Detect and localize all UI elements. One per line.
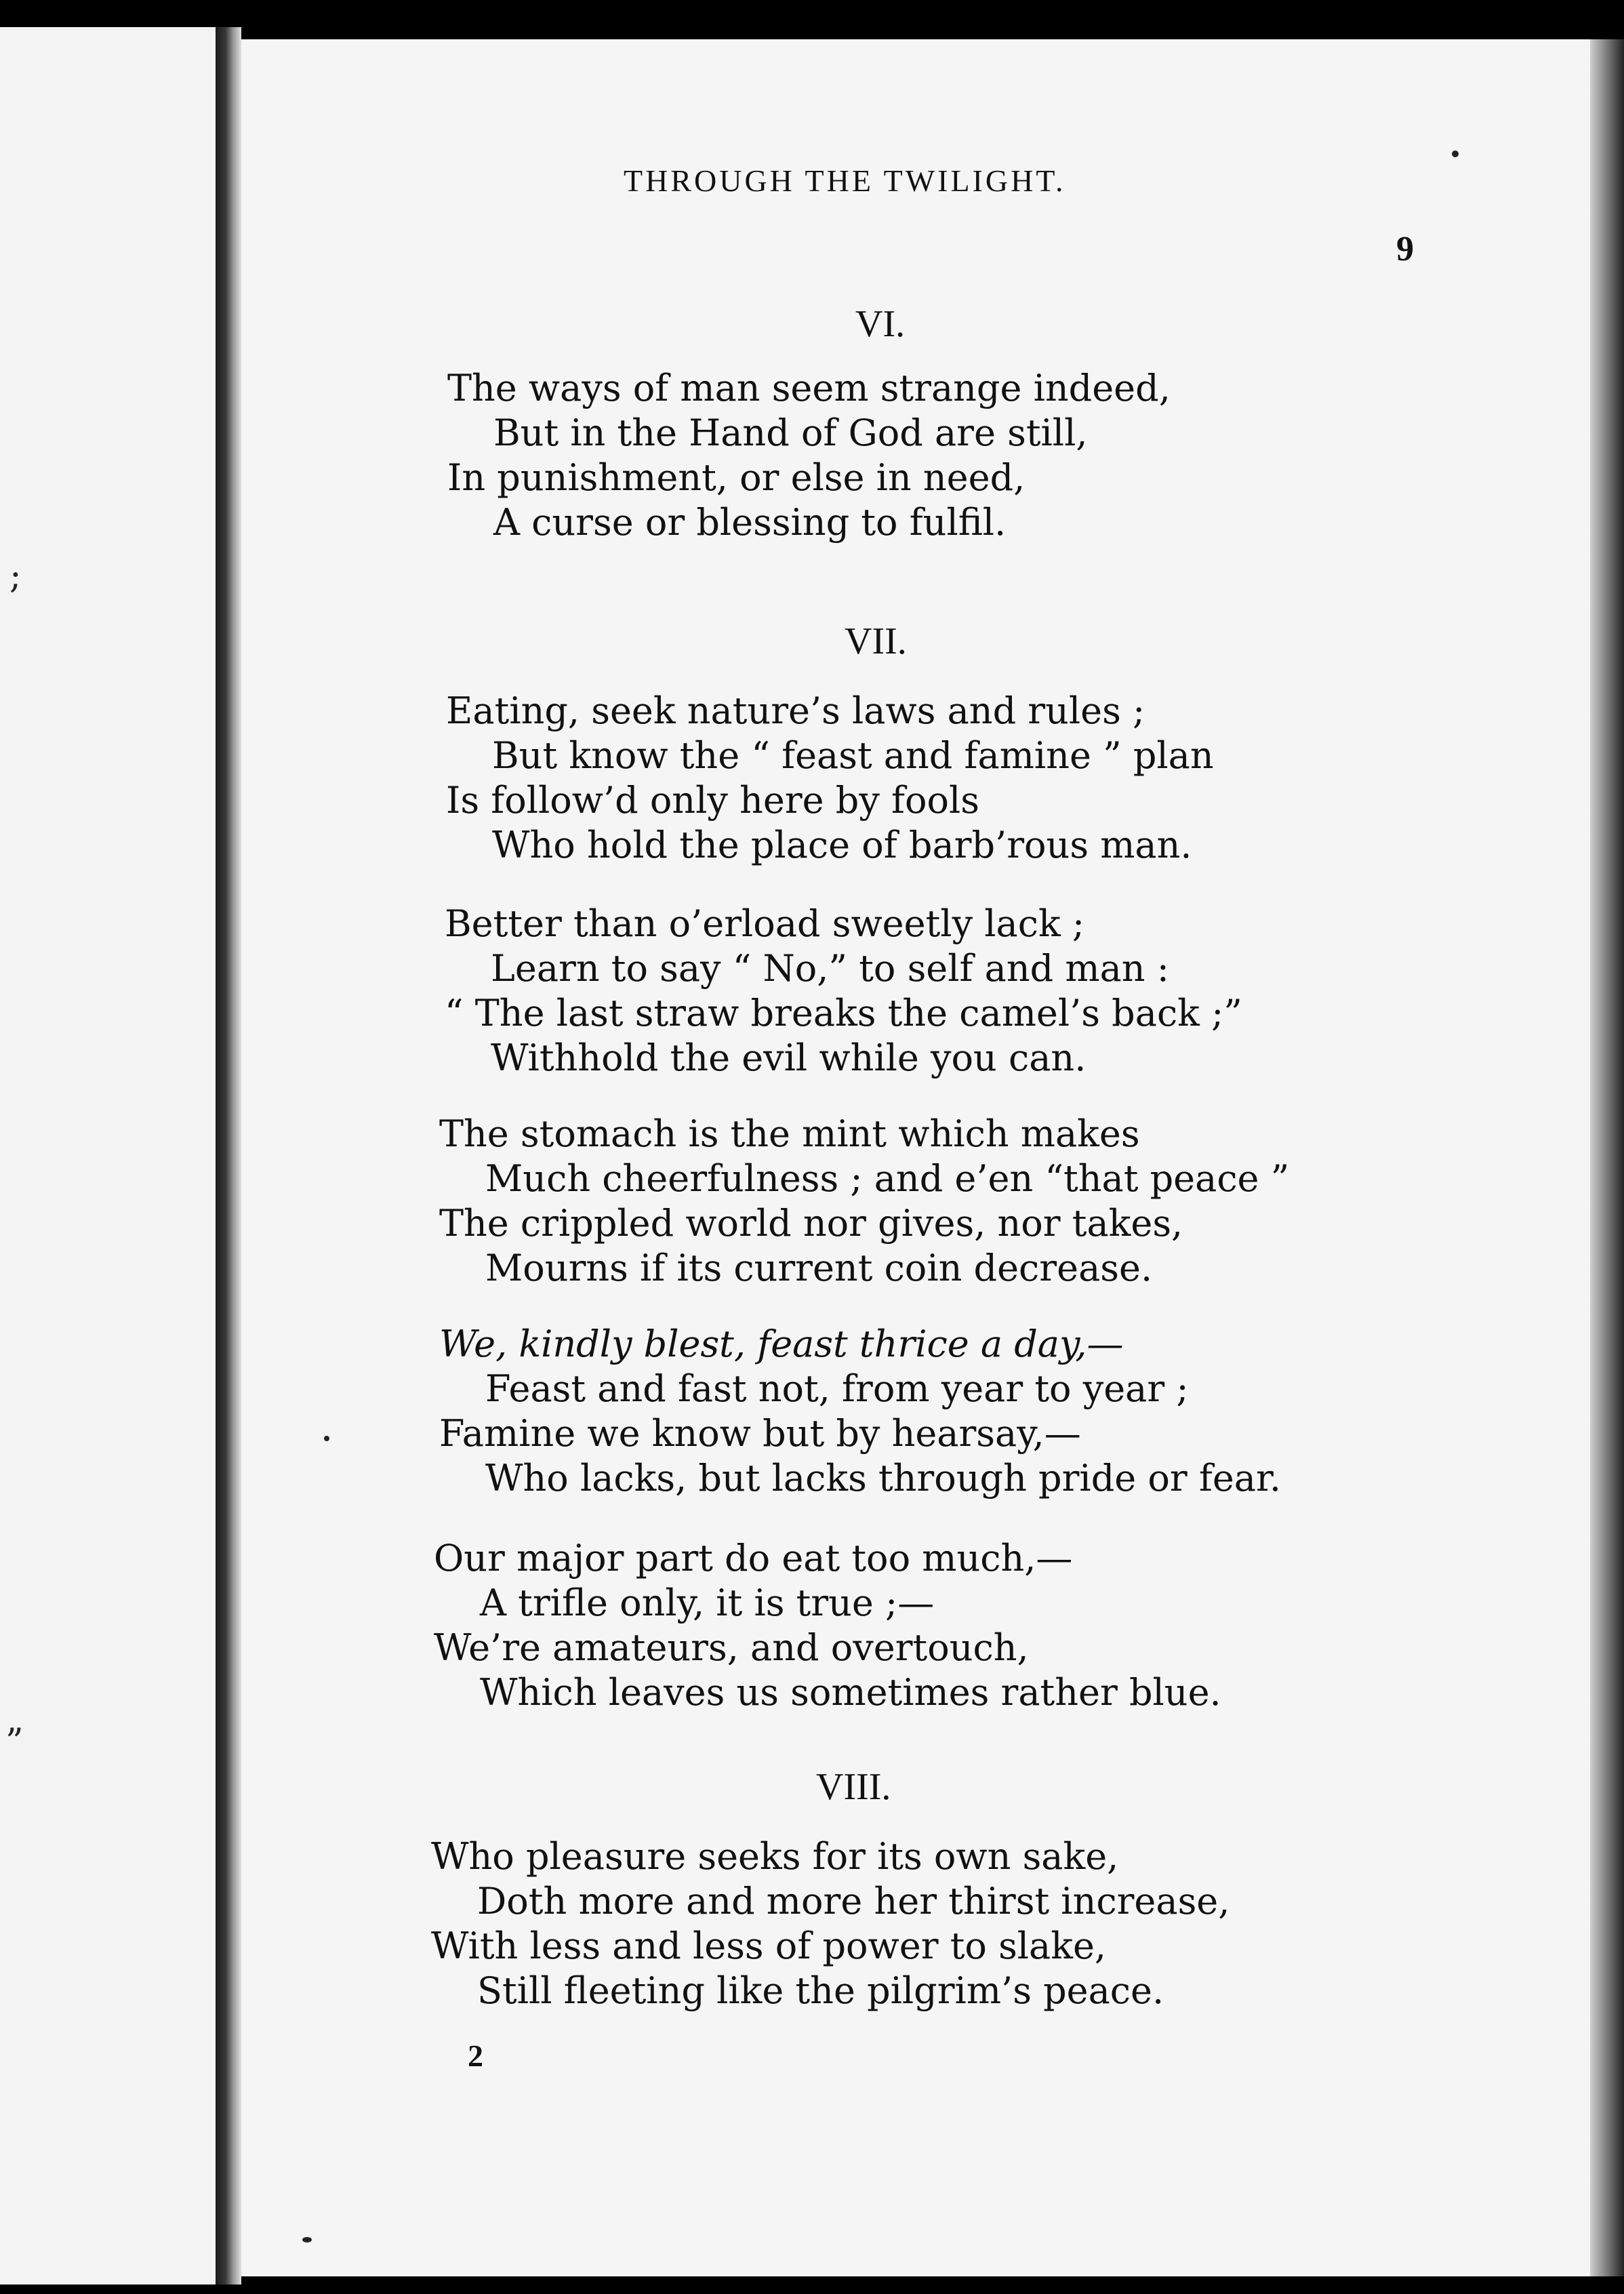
verse-line: Withhold the evil while you can.	[491, 1037, 1087, 1079]
verse-line: Still fleeting like the pilgrim’s peace.	[477, 1969, 1164, 2012]
ink-speck	[324, 1436, 329, 1441]
page-edge-shadow	[1590, 39, 1624, 2276]
stanza-vi-1	[447, 366, 1171, 545]
verse-line: In punishment, or else in need,	[447, 456, 1026, 499]
verse-line: Much cheerfulness ; and e’en “that peace ”	[485, 1157, 1290, 1200]
stanza-viii-1	[431, 1834, 1230, 2013]
section-heading-vi: VI.	[855, 303, 906, 345]
verse-line: But in the Hand of God are still,	[493, 411, 1088, 454]
verse-line: Mourns if its current coin decrease.	[485, 1247, 1153, 1289]
verse-line: With less and less of power to slake,	[431, 1925, 1107, 1967]
verse-line: The crippled world nor gives, nor takes,	[439, 1202, 1183, 1245]
verse-line: But know the “ feast and famine ” plan	[492, 734, 1214, 777]
verse-line: We’re amateurs, and overtouch,	[434, 1626, 1029, 1669]
stanza-vii-1	[446, 689, 1214, 868]
section-heading-viii: VIII.	[816, 1766, 891, 1808]
verse-line: Who lacks, but lacks through pride or fear.	[485, 1457, 1282, 1500]
stanza-vii-5	[434, 1536, 1221, 1715]
verse-line: Eating, seek nature’s laws and rules ;	[446, 689, 1145, 732]
verse-line: Which leaves us sometimes rather blue.	[480, 1671, 1221, 1714]
verse-line: A curse or blessing to fulfil.	[493, 501, 1007, 544]
ink-speck	[302, 2237, 312, 2242]
verse-line: Doth more and more her thirst increase,	[477, 1880, 1230, 1923]
verse-line: Famine we know but by hearsay,—	[439, 1412, 1081, 1455]
left-page-quote-mark: ”	[5, 1722, 24, 1763]
left-page	[0, 27, 216, 2285]
book-spine	[216, 27, 241, 2285]
verse-line: “ The last straw breaks the camel’s back ;”	[445, 992, 1242, 1034]
verse-line: Better than o’erload sweetly lack ;	[445, 902, 1085, 945]
left-page-semicolon: ;	[9, 556, 22, 597]
section-heading-vii: VII.	[845, 620, 907, 662]
running-head: THROUGH THE TWILIGHT.	[624, 163, 1066, 198]
verse-line: A trifle only, it is true ;—	[480, 1582, 935, 1624]
page-number: 9	[1396, 230, 1414, 268]
ink-speck	[1452, 150, 1459, 157]
stanza-vii-2	[445, 902, 1242, 1081]
verse-line: Who pleasure seeks for its own sake,	[431, 1835, 1119, 1878]
stanza-vii-3	[439, 1112, 1289, 1291]
verse-line: Feast and fast not, from year to year ;	[485, 1367, 1189, 1410]
stanza-vii-4	[439, 1322, 1281, 1501]
verse-line: Our major part do eat too much,—	[434, 1537, 1073, 1579]
verse-line: Is follow’d only here by fools	[446, 779, 980, 822]
verse-line: The ways of man seem strange indeed,	[447, 367, 1171, 409]
verse-line: Who hold the place of barb’rous man.	[492, 824, 1192, 866]
signature-mark: 2	[468, 2038, 483, 2073]
verse-line: Learn to say “ No,” to self and man :	[491, 947, 1169, 990]
verse-line	[439, 1322, 1281, 1367]
verse-line: The stomach is the mint which makes	[439, 1112, 1140, 1155]
italic-word: We, kindly blest, feast thrice a day,—	[439, 1323, 1124, 1365]
